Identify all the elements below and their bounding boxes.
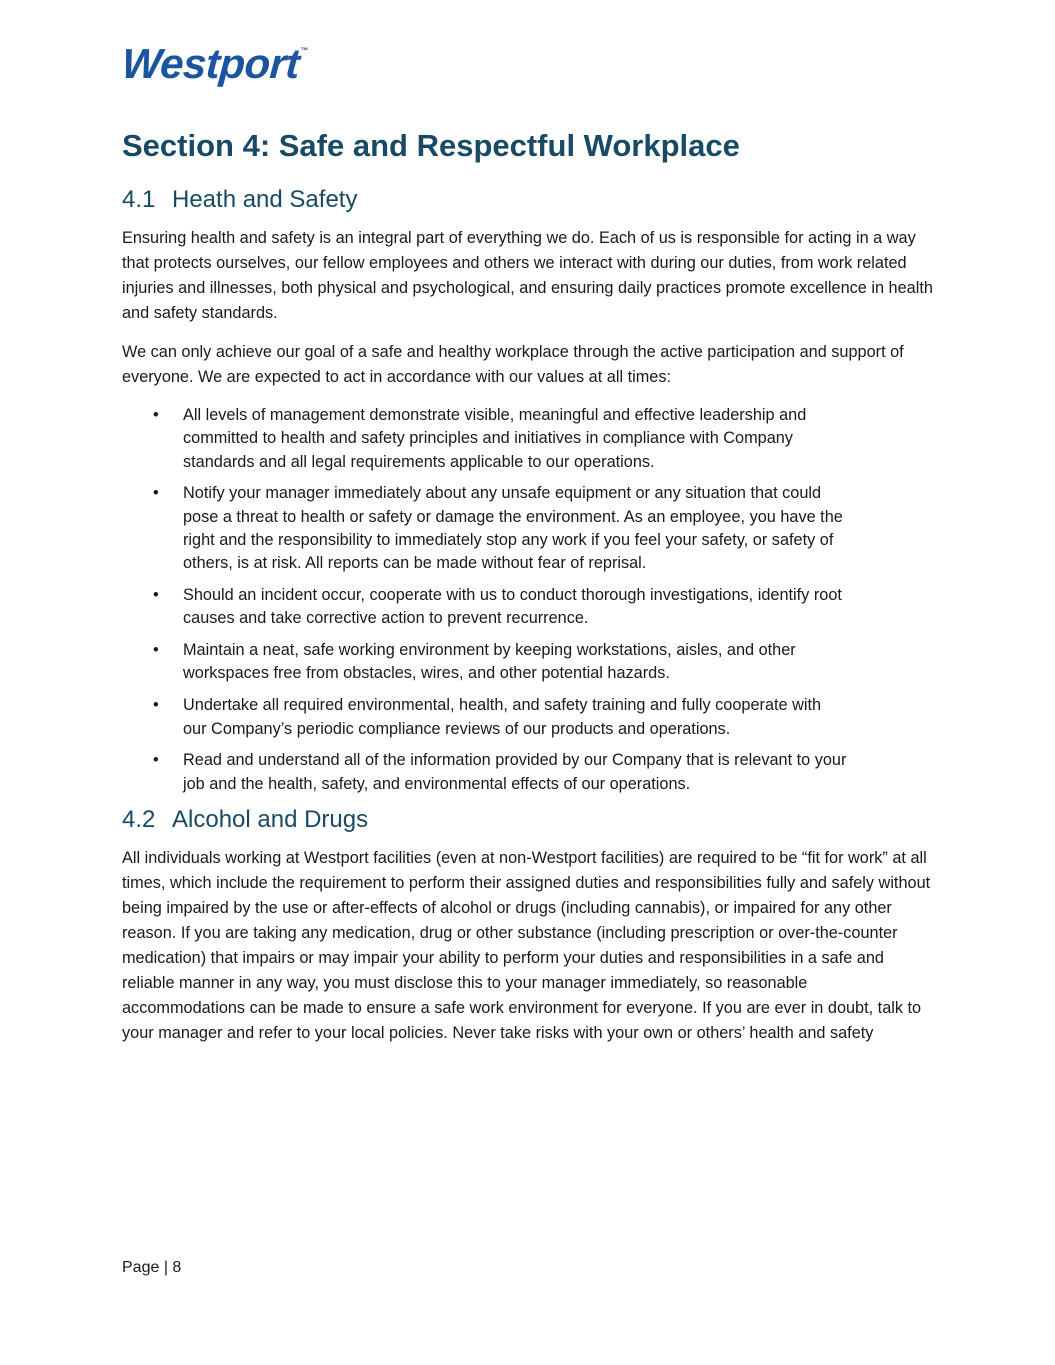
subsection-heading-4-1 xyxy=(122,184,934,216)
logo-text: Westport xyxy=(120,40,301,87)
list-item-text: Should an incident occur, cooperate with us to conduct thorough investigations, identify root causes and take corrective action to prevent recurrence. xyxy=(183,586,842,628)
list-item xyxy=(122,694,848,741)
bullet-icon: • xyxy=(153,406,159,424)
document-body xyxy=(122,124,934,1060)
list-item-text: All levels of management demonstrate visible, meaningful and effective leadership and committed to health and safety principles and initiatives in compliance with Company standards and all legal requirements applicable to our operations. xyxy=(183,406,807,471)
paragraph: All individuals working at Westport facilities (even at non-Westport facilities) are required to be “fit for work” at all times, which include the requirement to perform their assigned duties and responsibilities fully and safely without being impaired by the use or after-effects of alcohol or drugs (including cannabis), or impaired for any other reason. If you are taking any medication, drug or other substance (including prescription or over-the-counter medication) that impairs or may impair your ability to perform your duties and responsibilities in a safe and reliable manner in any way, you must disclose this to your manager immediately, so reasonable accommodations can be made to ensure a safe work environment for everyone. If you are ever in doubt, talk to your manager and refer to your local policies. Never take risks with your own or others’ health and safety xyxy=(122,849,931,1043)
paragraph: We can only achieve our goal of a safe and healthy workplace through the active participation and support of everyone. We are expected to act in accordance with our values at all times: xyxy=(122,343,904,386)
subsection-number: 4.2 xyxy=(122,806,156,834)
bullet-icon: • xyxy=(153,641,159,660)
list-item xyxy=(122,639,848,686)
list-item xyxy=(122,404,848,474)
bullet-icon: • xyxy=(153,751,159,770)
list-item xyxy=(122,749,848,796)
subsection-title: Alcohol and Drugs xyxy=(172,806,369,834)
westport-logo xyxy=(120,40,308,88)
list-item-text: Maintain a neat, safe working environment by keeping workstations, aisles, and other workspaces free from obstacles, wires, and other potential hazards. xyxy=(183,641,796,683)
subsection-heading-4-2 xyxy=(122,804,934,836)
list-item-text: Read and understand all of the information provided by our Company that is relevant to your job and the health, safety, and environmental effects of our operations. xyxy=(183,751,847,793)
bullet-icon: • xyxy=(153,484,159,503)
bullet-icon: • xyxy=(153,586,159,605)
bullet-list xyxy=(122,404,934,796)
subsection-title: Heath and Safety xyxy=(172,186,358,213)
list-item xyxy=(122,584,848,631)
list-item xyxy=(122,482,848,575)
list-item-text: Undertake all required environmental, health, and safety training and fully cooperate with our Company’s periodic compliance reviews of our products and operations. xyxy=(183,696,822,738)
section-title: Section 4: Safe and Respectful Workplace xyxy=(122,128,740,163)
paragraph: Ensuring health and safety is an integral part of everything we do. Each of us is responsible for acting in a way that protects ourselves, our fellow employees and others we interact with during our duties, from work related injuries and illnesses, both physical and psychological, and ensuring daily practices promote excellence in health and safety standards. xyxy=(122,229,933,322)
page-number: Page | 8 xyxy=(122,1259,182,1276)
list-item-text: Notify your manager immediately about any unsafe equipment or any situation that could pose a threat to health or safety or damage the environment. As an employee, you have the right and the responsibility to immediately stop any work if you feel your safety, or safety of others, is at risk. All reports can be made without fear of reprisal. xyxy=(183,484,843,573)
bullet-icon: • xyxy=(153,696,159,715)
subsection-number: 4.1 xyxy=(122,186,156,213)
trademark: ™ xyxy=(299,46,308,55)
